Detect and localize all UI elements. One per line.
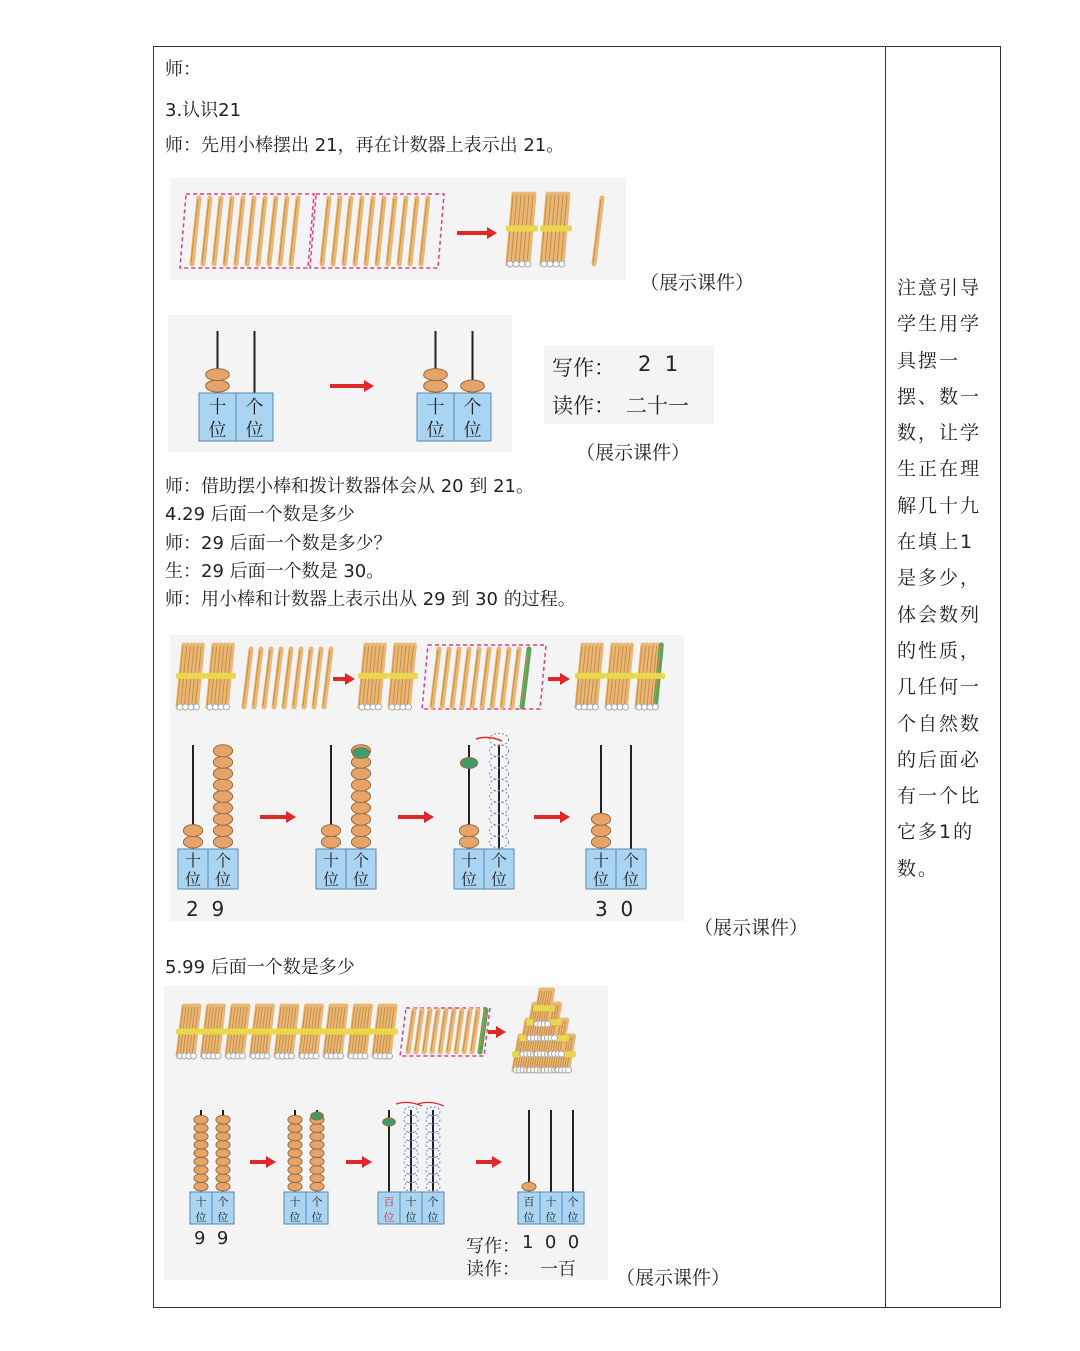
- bead: [216, 1124, 230, 1133]
- bead: [310, 1182, 324, 1191]
- bead: [310, 1140, 324, 1149]
- stick-end: [559, 261, 565, 267]
- bead: [461, 380, 485, 392]
- place-label: 十: [322, 850, 340, 870]
- place-label: 位: [184, 870, 202, 889]
- bead: [310, 1165, 324, 1174]
- bead: [310, 1124, 324, 1133]
- bead: [194, 1132, 208, 1141]
- place-label: 位: [490, 870, 508, 889]
- stick-end: [264, 1053, 270, 1059]
- stick-end: [406, 704, 412, 710]
- bead: [310, 1132, 324, 1141]
- bead: [194, 1115, 208, 1124]
- read-value-100: 一百: [540, 1259, 576, 1280]
- bundle-tie: [176, 673, 206, 679]
- figure-sticks-21: [170, 178, 626, 280]
- stick: [333, 198, 340, 264]
- bead: [424, 369, 448, 381]
- bundle-tie: [575, 673, 605, 679]
- bead: [213, 790, 232, 802]
- stick: [594, 198, 602, 264]
- stick-end: [623, 704, 629, 710]
- stick-end: [552, 1035, 558, 1041]
- stick: [344, 198, 351, 264]
- stick: [432, 649, 439, 707]
- bead: [351, 768, 370, 780]
- place-label: 位: [426, 420, 445, 442]
- bead: [321, 825, 340, 837]
- place-label: 位: [217, 1210, 229, 1224]
- stick: [236, 198, 243, 264]
- stick: [274, 649, 281, 707]
- place-label: 十: [195, 1195, 207, 1209]
- bead: [213, 813, 232, 825]
- bead: [288, 1149, 302, 1158]
- stick-end: [545, 1021, 551, 1027]
- bundle-tie: [635, 673, 665, 679]
- bead: [351, 825, 370, 837]
- stick-end: [240, 1053, 246, 1059]
- stick-end: [362, 1053, 368, 1059]
- stick-end: [313, 1053, 319, 1059]
- red-arrow-head: [560, 673, 570, 685]
- stick: [294, 649, 301, 707]
- stick-end: [289, 1053, 295, 1059]
- bundle-tie: [605, 673, 635, 679]
- place-label: 位: [427, 1210, 439, 1224]
- number-29: 2 9: [186, 897, 225, 921]
- bead: [288, 1124, 302, 1133]
- place-label: 百: [383, 1195, 395, 1209]
- place-label: 十: [426, 397, 445, 419]
- bead: [522, 1182, 536, 1191]
- bead: [591, 813, 610, 825]
- stick: [522, 649, 529, 707]
- red-arrow-head: [424, 811, 434, 823]
- bundle-tie: [176, 1029, 202, 1035]
- bead: [460, 758, 477, 769]
- red-arrow-head: [496, 1026, 506, 1038]
- figure-abacus-21: [168, 315, 512, 452]
- stick: [322, 198, 329, 264]
- bead: [194, 1174, 208, 1183]
- place-label: 个: [352, 850, 370, 870]
- stick: [472, 1010, 478, 1052]
- bead: [194, 1165, 208, 1174]
- place-label: 位: [245, 420, 264, 442]
- bead: [213, 825, 232, 837]
- place-label: 位: [567, 1210, 579, 1224]
- bundle-tie: [201, 1029, 227, 1035]
- bead: [310, 1149, 324, 1158]
- bead: [351, 790, 370, 802]
- bead: [288, 1157, 302, 1166]
- line-answer-30: 生：29 后面一个数是 30。: [165, 561, 385, 582]
- bead: [321, 836, 340, 848]
- bead: [194, 1140, 208, 1149]
- write-read-21: [544, 346, 714, 424]
- bead: [213, 756, 232, 768]
- red-arrow-head: [286, 811, 296, 823]
- place-label: 位: [214, 870, 232, 889]
- stick: [464, 1010, 470, 1052]
- stick-end: [553, 261, 559, 267]
- write-label: 写作：: [552, 356, 615, 380]
- heading-section-4: 4.29 后面一个数是多少: [165, 504, 355, 525]
- bead: [459, 825, 478, 837]
- line-question-29: 师：29 后面一个数是多少？: [165, 533, 392, 554]
- bundle-tie: [358, 673, 388, 679]
- stick-end: [547, 261, 553, 267]
- bead: [591, 836, 610, 848]
- bead: [206, 369, 230, 381]
- bead: [351, 802, 370, 814]
- stick-end: [653, 704, 659, 710]
- caption-courseware-2: （展示课件）: [576, 442, 691, 464]
- stick: [416, 1010, 422, 1052]
- place-label: 个: [427, 1195, 439, 1209]
- caption-courseware-1: （展示课件）: [640, 272, 755, 294]
- bundle-tie: [506, 226, 538, 232]
- place-label: 位: [311, 1210, 323, 1224]
- bead: [310, 1157, 324, 1166]
- stick: [452, 649, 459, 707]
- bead: [288, 1132, 302, 1141]
- bead: [310, 1174, 324, 1183]
- read-value: 二十一: [626, 394, 689, 418]
- stick: [269, 198, 276, 264]
- place-label: 个: [214, 850, 232, 870]
- bundle-tie: [250, 1029, 276, 1035]
- stick: [512, 649, 519, 707]
- stick-end: [376, 704, 382, 710]
- bead: [216, 1182, 230, 1191]
- bundle-tie: [533, 1005, 555, 1011]
- stick: [304, 649, 311, 707]
- bundle-tie: [388, 673, 418, 679]
- place-label: 位: [195, 1210, 207, 1224]
- stick: [462, 649, 469, 707]
- stick: [324, 649, 331, 707]
- bead: [591, 825, 610, 837]
- stick: [264, 649, 271, 707]
- bundle-tie: [225, 1029, 251, 1035]
- write-label-100: 写作：: [466, 1236, 520, 1257]
- stick: [214, 198, 221, 264]
- stick-end: [559, 1051, 565, 1057]
- stick: [366, 198, 373, 264]
- stick: [492, 649, 499, 707]
- stick-end: [507, 261, 513, 267]
- stick: [448, 1010, 454, 1052]
- bundle-tie: [372, 1029, 398, 1035]
- line-20-to-21: 师：借助摆小棒和拨计数器体会从 20 到 21。: [165, 476, 534, 497]
- bead: [194, 1149, 208, 1158]
- figure-29-to-30: [170, 635, 684, 921]
- bead: [216, 1132, 230, 1141]
- place-label: 位: [622, 870, 640, 889]
- stick: [456, 1010, 462, 1052]
- stick: [421, 198, 428, 264]
- bundle-tie: [206, 673, 236, 679]
- bead: [213, 768, 232, 780]
- place-label: 个: [490, 850, 508, 870]
- bundle-tie: [274, 1029, 300, 1035]
- bundle-tie: [540, 226, 572, 232]
- bead: [288, 1165, 302, 1174]
- place-label: 位: [463, 420, 482, 442]
- place-label: 个: [622, 850, 640, 870]
- heading-section-5: 5.99 后面一个数是多少: [165, 957, 355, 978]
- stick-end: [224, 704, 230, 710]
- stick: [502, 649, 509, 707]
- place-label: 十: [208, 397, 227, 419]
- stick: [291, 198, 298, 264]
- place-label: 位: [405, 1210, 417, 1224]
- place-label: 十: [545, 1195, 557, 1209]
- bead: [194, 1157, 208, 1166]
- column-divider: [885, 46, 886, 1308]
- stick-end: [513, 261, 519, 267]
- bead: [206, 380, 230, 392]
- bead: [183, 836, 202, 848]
- line-teacher: 师：: [165, 59, 201, 80]
- bead: [194, 1182, 208, 1191]
- place-label: 十: [592, 850, 610, 870]
- bead: [183, 825, 202, 837]
- place-label: 位: [545, 1210, 557, 1224]
- place-label: 位: [289, 1210, 301, 1224]
- bead: [351, 813, 370, 825]
- figure-99-to-100: [164, 986, 608, 1280]
- stick: [408, 1010, 414, 1052]
- stick: [203, 198, 210, 264]
- bead: [213, 745, 232, 757]
- place-label: 十: [289, 1195, 301, 1209]
- place-label: 位: [352, 870, 370, 889]
- stick: [472, 649, 479, 707]
- stick: [258, 198, 265, 264]
- bead: [194, 1124, 208, 1133]
- place-label: 位: [592, 870, 610, 889]
- stick-end: [338, 1053, 344, 1059]
- bead: [288, 1140, 302, 1149]
- place-label: 位: [460, 870, 478, 889]
- place-label: 位: [383, 1210, 395, 1224]
- bead: [216, 1115, 230, 1124]
- place-label: 个: [567, 1195, 579, 1209]
- bead: [213, 836, 232, 848]
- write-value: 2 1: [638, 352, 679, 376]
- bead: [311, 1112, 324, 1120]
- place-label: 位: [208, 420, 227, 442]
- stick-end: [215, 1053, 221, 1059]
- stick-end: [519, 261, 525, 267]
- stick: [432, 1010, 438, 1052]
- number-30: 3 0: [595, 897, 634, 921]
- bead: [424, 380, 448, 392]
- stick: [442, 649, 449, 707]
- bead: [216, 1165, 230, 1174]
- place-label: 十: [460, 850, 478, 870]
- stick: [280, 198, 287, 264]
- place-label: 十: [184, 850, 202, 870]
- stick: [192, 198, 199, 264]
- stick-end: [191, 1053, 197, 1059]
- bead: [383, 1118, 396, 1126]
- stick: [247, 198, 254, 264]
- stick-end: [566, 1067, 572, 1073]
- stick-end: [387, 1053, 393, 1059]
- heading-section-3: 3.认识21: [165, 100, 242, 121]
- red-arrow-head: [364, 380, 374, 392]
- stick: [440, 1010, 446, 1052]
- read-label-100: 读作：: [466, 1259, 520, 1280]
- red-arrow-head: [560, 811, 570, 823]
- teaching-note: 注意引导学生用学具摆一摆、数一数，让学生正在理解几十九在填上1是多少，体会数列的性质，几任何一个自然数的后面必有一个比它多1的数。: [897, 277, 982, 880]
- bead: [351, 779, 370, 791]
- number-99: 9 9: [194, 1228, 229, 1249]
- write-value-100: 1 0 0: [522, 1232, 580, 1253]
- bead: [288, 1182, 302, 1191]
- read-label: 读作：: [552, 394, 615, 418]
- place-label: 百: [523, 1195, 535, 1209]
- place-label: 个: [463, 397, 482, 419]
- stick-end: [593, 704, 599, 710]
- place-label: 个: [311, 1195, 323, 1209]
- stick: [244, 649, 251, 707]
- bundle-tie: [299, 1029, 325, 1035]
- stick: [254, 649, 261, 707]
- stick: [388, 198, 395, 264]
- red-arrow-head: [362, 1156, 372, 1168]
- stick: [482, 649, 489, 707]
- bead: [216, 1140, 230, 1149]
- bundle-tie: [348, 1029, 374, 1035]
- red-arrow-head: [487, 227, 497, 239]
- bead: [216, 1174, 230, 1183]
- red-arrow-head: [266, 1156, 276, 1168]
- bead: [288, 1174, 302, 1183]
- bead: [459, 836, 478, 848]
- stick: [355, 198, 362, 264]
- place-label: 位: [322, 870, 340, 889]
- stick: [399, 198, 406, 264]
- caption-courseware-4: （展示课件）: [616, 1267, 731, 1289]
- place-label: 个: [245, 397, 264, 419]
- line-29-to-30: 师：用小棒和计数器上表示出从 29 到 30 的过程。: [165, 589, 576, 610]
- stick-end: [541, 261, 547, 267]
- bead: [216, 1149, 230, 1158]
- caption-courseware-3: （展示课件）: [694, 917, 809, 939]
- bead: [352, 748, 369, 759]
- red-arrow-head: [345, 673, 355, 685]
- bead: [213, 802, 232, 814]
- stick: [410, 198, 417, 264]
- red-arrow-head: [492, 1156, 502, 1168]
- bead: [351, 836, 370, 848]
- stick-end: [525, 261, 531, 267]
- bead: [288, 1115, 302, 1124]
- stick: [314, 649, 321, 707]
- line-instruction-21: 师：先用小棒摆出 21，再在计数器上表示出 21。: [165, 135, 565, 156]
- place-label: 个: [217, 1195, 229, 1209]
- stick: [225, 198, 232, 264]
- stick: [284, 649, 291, 707]
- stick: [377, 198, 384, 264]
- stick: [424, 1010, 430, 1052]
- place-label: 位: [523, 1210, 535, 1224]
- bundle-tie: [323, 1029, 349, 1035]
- place-label: 十: [405, 1195, 417, 1209]
- bead: [216, 1157, 230, 1166]
- bead: [213, 779, 232, 791]
- stick-end: [194, 704, 200, 710]
